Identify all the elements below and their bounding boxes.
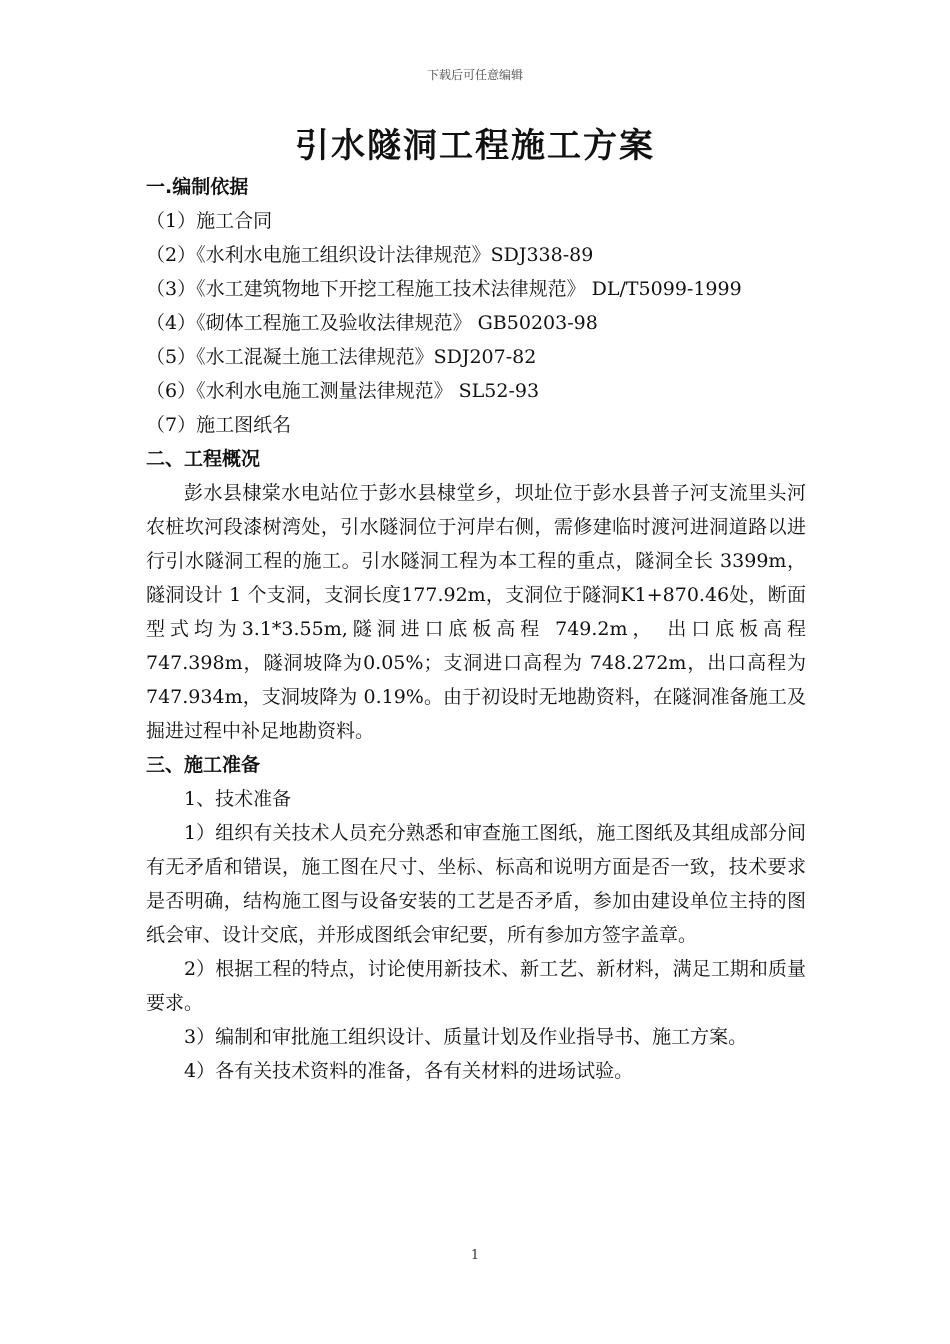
- preparation-paragraph: 2）根据工程的特点，讨论使用新技术、新工艺、新材料，满足工期和质量要求。: [146, 958, 806, 1014]
- section-heading-basis: 一.编制依据: [146, 176, 249, 198]
- preparation-paragraph: 3）编制和审批施工组织设计、质量计划及作业指导书、施工方案。: [184, 1026, 748, 1048]
- reference-item: （1）施工合同: [146, 210, 273, 232]
- overview-paragraph: 彭水县棣棠水电站位于彭水县棣堂乡，坝址位于彭水县普子河支流里头河农桩坎河段漆树湾处，引水隧洞位于河岸右侧，需修建临时渡河进洞道路以进行引水隧洞工程的施工。引水隧洞工程为本工程的重点，隧洞全长 3399m，隧洞设计 1 个支洞，支洞长度177.92m，支洞位于隧洞K1+870.46处，断面型式均为3.1*3.55m,隧洞进口底板高程 749.2m， 出口底板高程 747.398m，隧洞坡降为0.05%；支洞进口高程为 748.272m，出口高程为 747.934m，支洞坡降为 0.19%。由于初设时无地勘资料，在隧洞准备施工及掘进过程中补足地勘资料。: [146, 482, 806, 742]
- sub-heading-technical: 1、技术准备: [184, 788, 292, 810]
- reference-item: （5）《水工混凝土施工法律规范》SDJ207-82: [146, 346, 537, 368]
- reference-item: （4）《砌体工程施工及验收法律规范》 GB50203-98: [146, 312, 598, 334]
- preparation-paragraph: 1）组织有关技术人员充分熟悉和审查施工图纸，施工图纸及其组成部分间有无矛盾和错误，施工图在尺寸、坐标、标高和说明方面是否一致，技术要求是否明确，结构施工图与设备安装的工艺是否矛盾，参加由建设单位主持的图纸会审、设计交底，并形成图纸会审纪要，所有参加方签字盖章。: [146, 822, 806, 946]
- reference-item: （7）施工图纸名: [146, 414, 292, 436]
- reference-item: （3）《水工建筑物地下开挖工程施工技术法律规范》 DL/T5099-1999: [146, 278, 742, 300]
- page-number: 1: [470, 1248, 480, 1263]
- section-heading-preparation: 三、施工准备: [146, 754, 261, 776]
- header-note: 下载后可任意编辑: [426, 68, 523, 82]
- document-body: [146, 170, 806, 1088]
- document-title: 引水隧洞工程施工方案: [295, 126, 655, 166]
- reference-item: （6）《水利水电施工测量法律规范》 SL52-93: [146, 380, 540, 402]
- preparation-paragraph: 4）各有关技术资料的准备，各有关材料的进场试验。: [184, 1060, 634, 1082]
- section-heading-overview: 二、工程概况: [146, 448, 261, 470]
- reference-item: （2）《水利水电施工组织设计法律规范》SDJ338-89: [146, 244, 594, 266]
